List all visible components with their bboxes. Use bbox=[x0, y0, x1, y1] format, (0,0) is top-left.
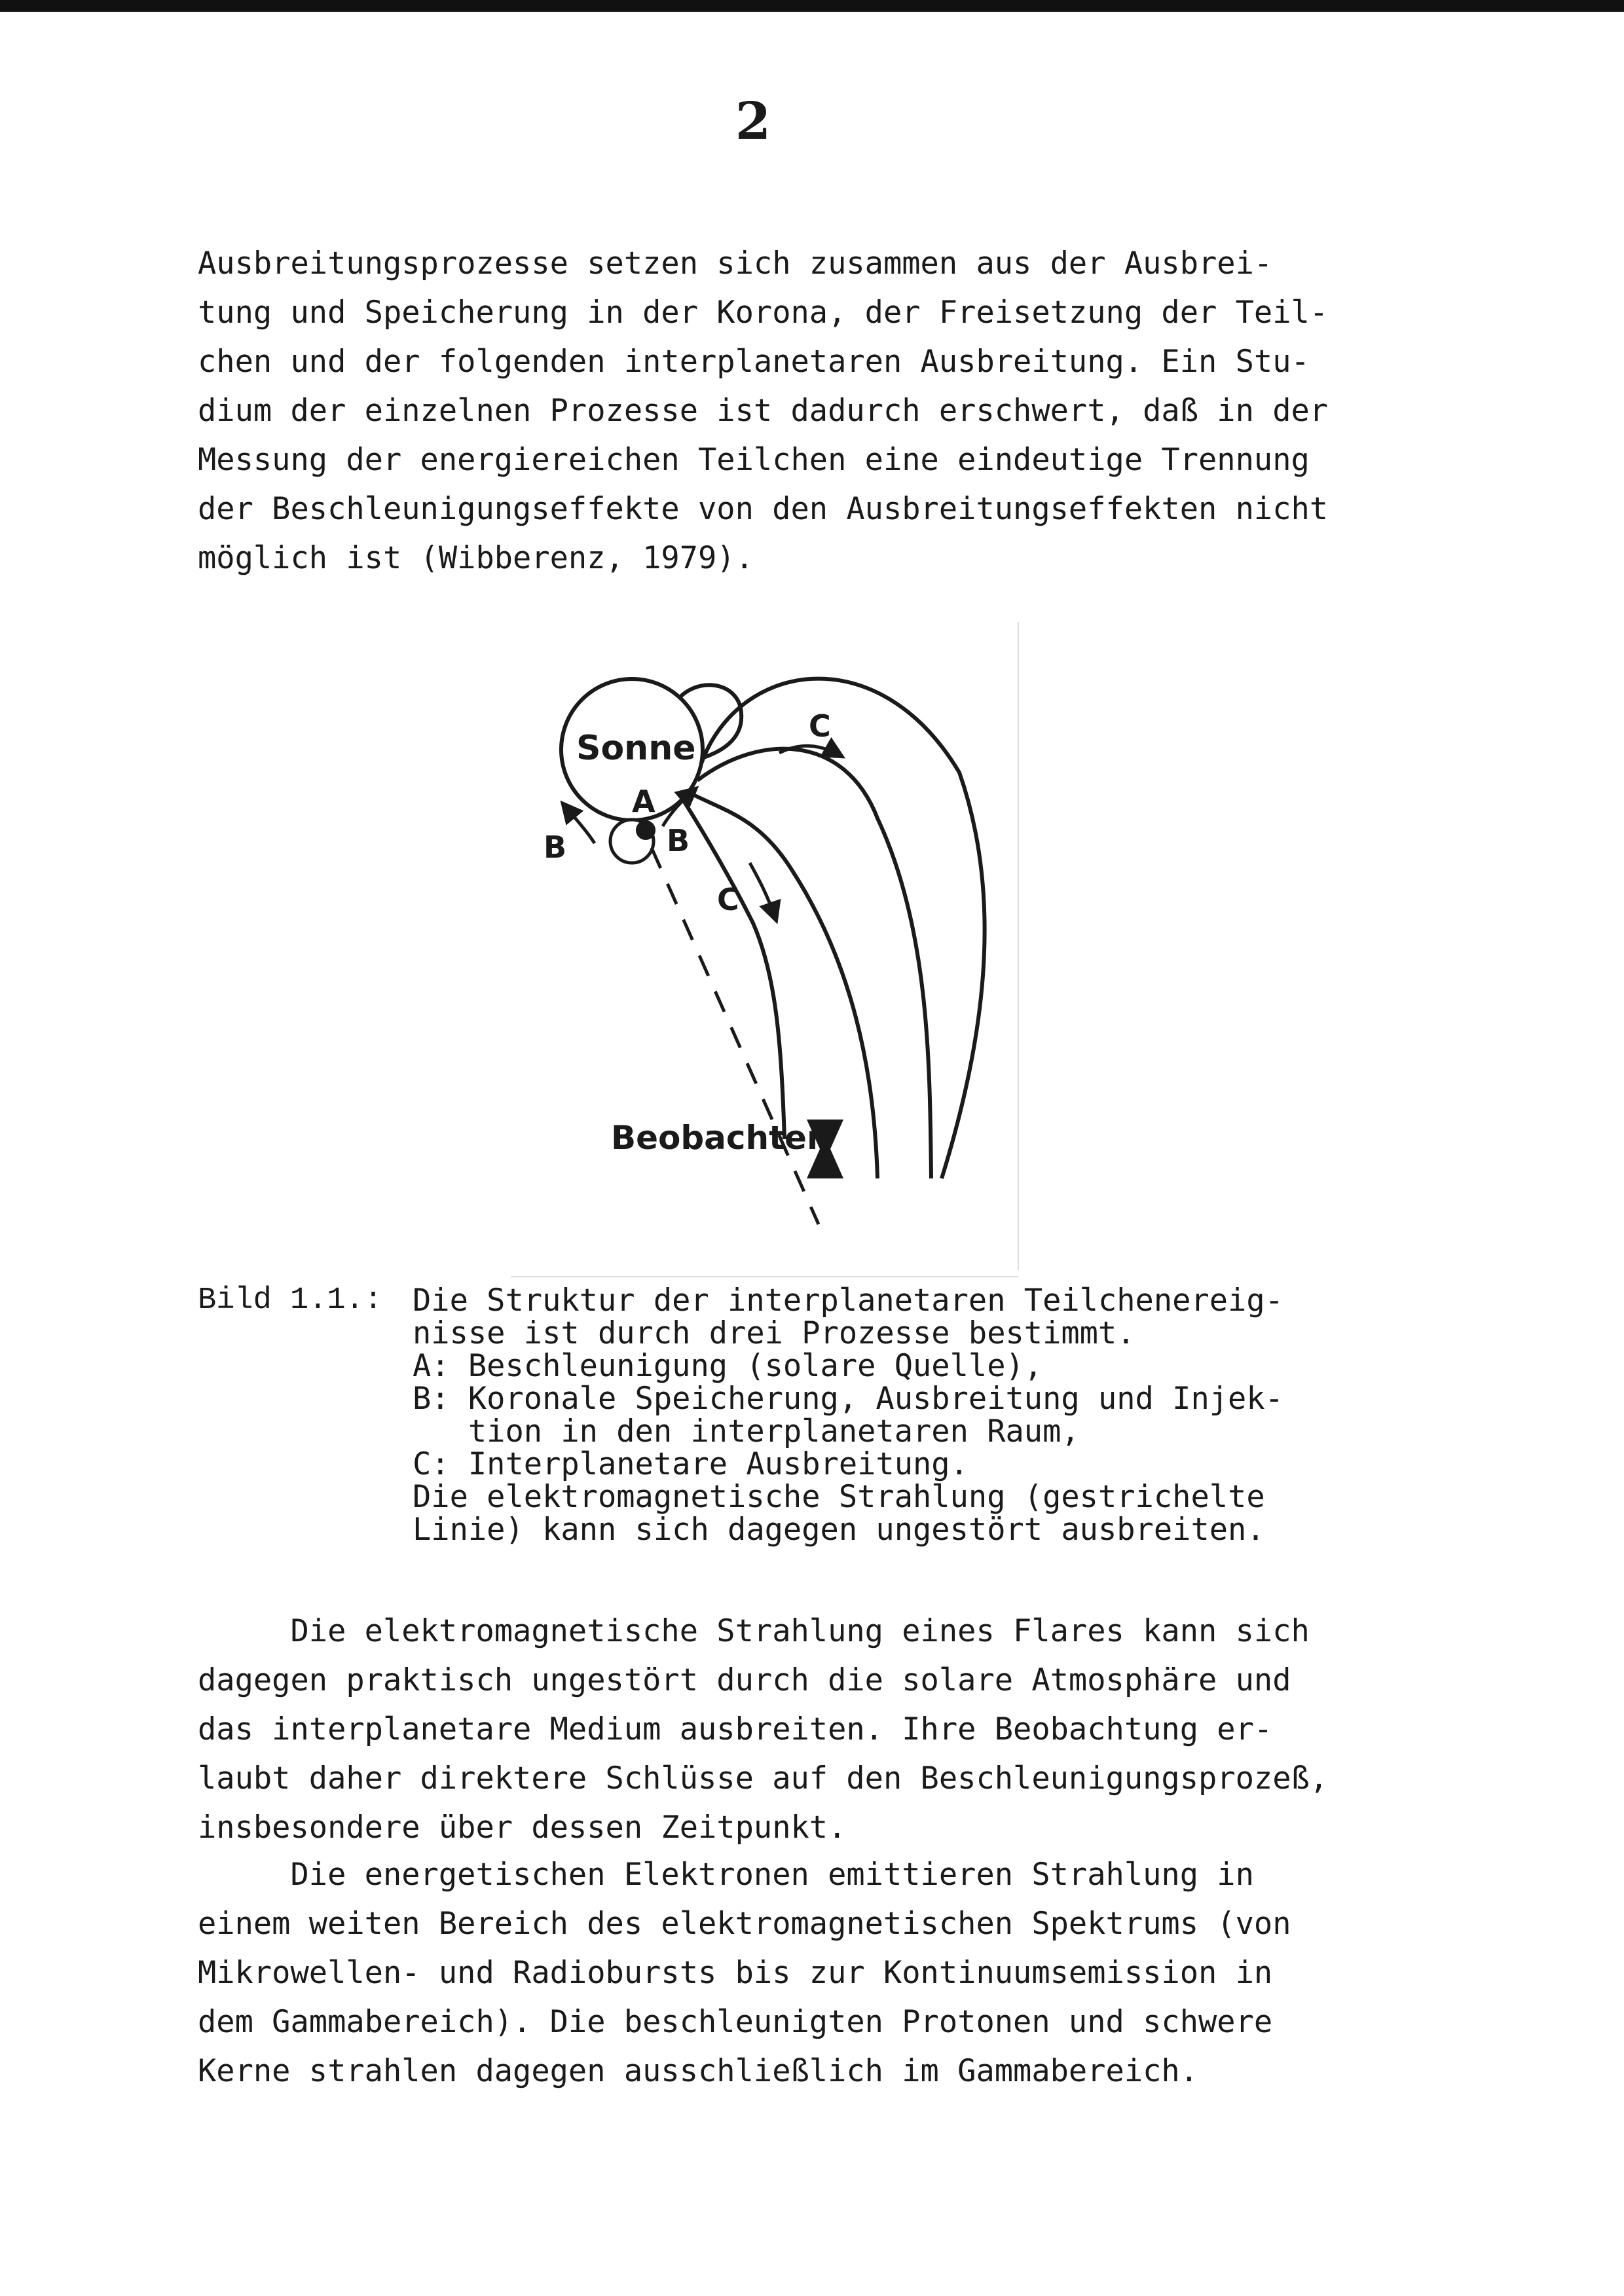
label-c-top: C bbox=[809, 708, 831, 744]
source-point-a bbox=[636, 820, 655, 840]
sun-label: Sonne bbox=[576, 729, 696, 768]
label-b-right: B bbox=[667, 823, 690, 858]
caption-text: Die Struktur der interplanetaren Teilchenereig- nisse ist durch drei Prozesse bestimmt. A: Beschleunigung (solare Quelle), B: Koronale Speicherung, Ausbreitung und Injek- tion in den interplanetaren Raum, C: Interplanetare Ausbreitung. Die elektromagnetische Strahlung (gestrichelte Linie) kann sich dagegen ungestört ausbreiten. bbox=[413, 1283, 1283, 1548]
label-c-middle: C bbox=[717, 882, 739, 917]
figure-particle-propagation-diagram bbox=[511, 622, 1035, 1283]
arrow-b-left bbox=[563, 804, 595, 843]
paragraph-em-radiation: Die elektromagnetische Strahlung eines Flares kann sich dagegen praktisch ungestört durch die solare Atmosphäre und das interplanetare Medium ausbreiten. Ihre Beobachtung er- laubt daher direktere Schlüsse auf den Beschleunigungsprozeß, insbesondere über dessen Zeitpunkt. bbox=[198, 1613, 1329, 1846]
paragraph-intro: Ausbreitungsprozesse setzen sich zusammen aus der Ausbrei- tung und Speicherung in der Korona, der Freisetzung der Teil- chen und der folgenden interplanetaren Ausbreitung. Ein Stu- dium der einzelnen Prozesse ist dadurch erschwert, daß in der Messung der energiereichen Teilchen eine eindeutige Trennung der Beschleunigungseffekte von den Ausbreitungseffekten nicht möglich ist (Wibberenz, 1979). bbox=[198, 246, 1329, 576]
label-a: A bbox=[632, 784, 655, 819]
label-b-left: B bbox=[544, 829, 567, 865]
field-line-outer bbox=[699, 679, 985, 1178]
field-line-sun-connected bbox=[682, 799, 784, 1139]
page-number: 2 bbox=[735, 92, 771, 151]
caption-label: Bild 1.1.: bbox=[198, 1283, 383, 1318]
observer-label: Beobachter bbox=[611, 1119, 823, 1157]
paragraph-electrons: Die energetischen Elektronen emittieren Strahlung in einem weiten Bereich des elektromagnetischen Spektrums (von Mikrowellen- und Radiobursts bis zur Kontinuumsemission in dem Gammabereich). Die beschleunigten Protonen und schwere Kerne strahlen dagegen ausschließlich im Gammabereich. bbox=[198, 1857, 1291, 2089]
scan-top-border bbox=[0, 0, 1624, 12]
arrow-c-middle bbox=[750, 863, 776, 920]
